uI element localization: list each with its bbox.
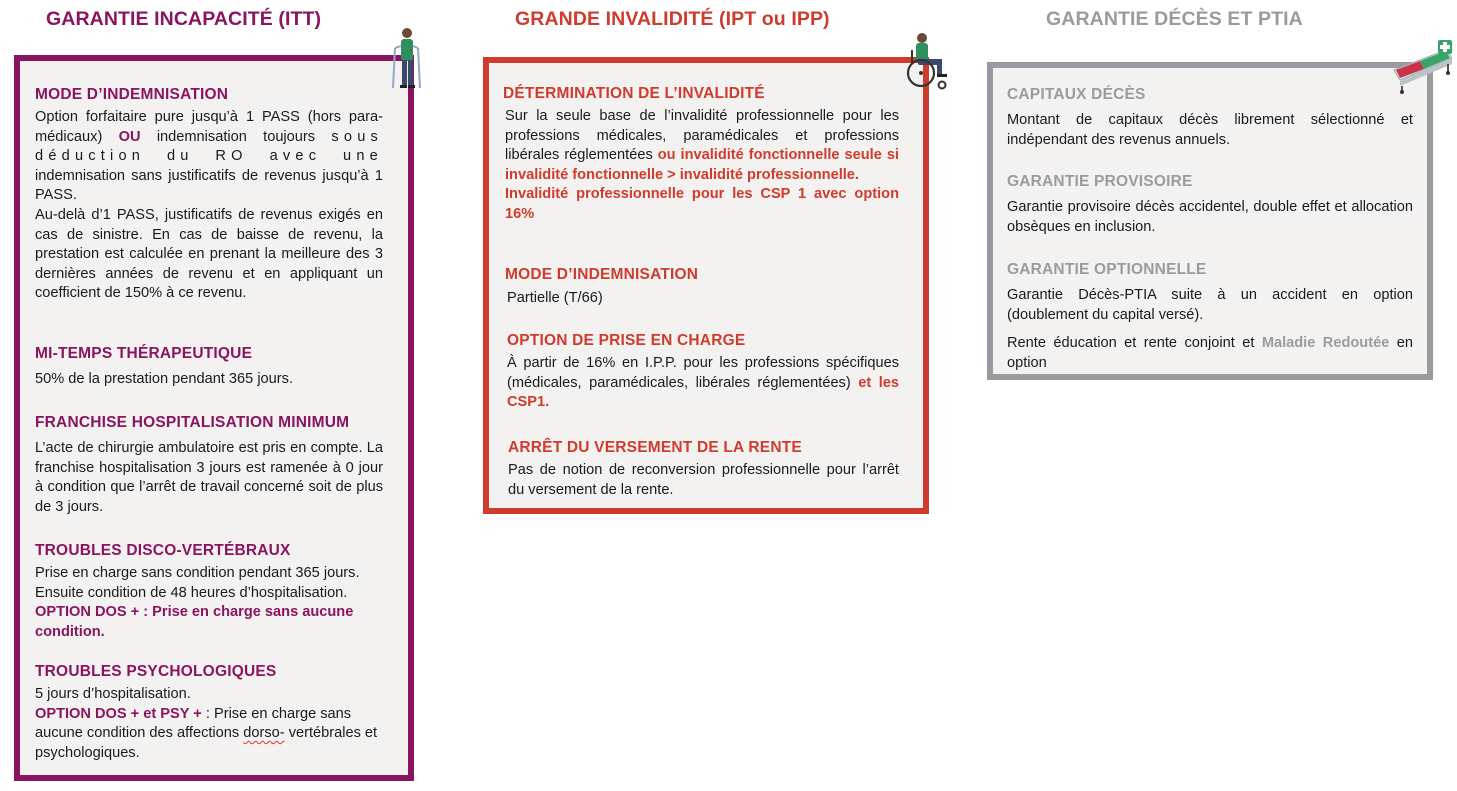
section-title: TROUBLES PSYCHOLOGIQUES — [35, 663, 277, 680]
section-text — [1007, 334, 1413, 373]
text-fragment: : Prise en charge sans aucune condition des affections — [35, 705, 352, 742]
itt-section-mode — [35, 85, 383, 304]
section-text — [503, 107, 899, 225]
option-highlight: OPTION DOS + et PSY + — [35, 705, 202, 722]
section-text — [507, 354, 899, 413]
itt-card — [14, 55, 414, 781]
text-fragment: À partir de 16% en I.P.P. pour les professions spécifiques (médicales, paramédicales, libérales réglementées) — [507, 355, 899, 391]
invalidite-card — [483, 57, 929, 514]
deces-title: GARANTIE DÉCÈS ET PTIA — [1046, 8, 1303, 30]
text-fragment: Option forfaitaire pure jusqu’à 1 PASS (hors para-médicaux) — [35, 109, 383, 145]
highlight-text: Invalidité professionnelle pour les CSP 1 avec option 16% — [505, 186, 899, 222]
section-text: Pas de notion de reconversion professionnelle pour l’arrêt du versement de la rente. — [508, 462, 899, 498]
section-title: MODE D’INDEMNISATION — [35, 86, 229, 103]
text-fragment: Prise en charge sans condition pendant 365 jours. Ensuite condition de 48 heures d’hospitalisation. — [35, 565, 360, 601]
section-text: Garantie provisoire décès accidentel, double effet et allocation obsèques en inclusion. — [1007, 199, 1413, 235]
highlight-text: Maladie Redoutée — [1261, 335, 1390, 352]
text-fragment: Rente éducation et rente conjoint et — [1007, 335, 1262, 352]
option-highlight: OPTION DOS + : Prise en charge sans aucune condition. — [35, 604, 354, 640]
text-fragment: 5 jours d’hospitalisation. — [35, 686, 191, 702]
section-text: L’acte de chirurgie ambulatoire est pris en compte. La franchise hospitalisation 3 jours est ramenée à 0 jour à condition que l’arrêt de travail concerné soit de plus de 3 jours. — [35, 440, 383, 515]
wheelchair-user-icon — [904, 32, 956, 90]
deces-section-optionnelle — [1007, 260, 1413, 373]
section-text: 50% de la prestation pendant 365 jours. — [35, 371, 294, 387]
spellcheck-underline: dorso- — [243, 725, 285, 742]
section-text: Montant de capitaux décès librement sélectionné et indépendant des revenus annuels. — [1007, 112, 1413, 148]
highlight-text: et les CSP1. — [507, 374, 899, 411]
deces-section-provisoire — [1007, 172, 1413, 237]
section-text: Garantie Décès-PTIA suite à un accident en option (doublement du capital versé). — [1007, 287, 1413, 323]
section-title: TROUBLES DISCO-VERTÉBRAUX — [35, 542, 291, 559]
section-title: GARANTIE PROVISOIRE — [1007, 173, 1193, 190]
section-title: FRANCHISE HOSPITALISATION MINIMUM — [35, 414, 350, 431]
section-title: DÉTERMINATION DE L’INVALIDITÉ — [503, 85, 765, 102]
deces-card — [987, 62, 1433, 380]
section-text — [35, 685, 383, 763]
deces-section-capitaux — [1007, 85, 1413, 150]
text-fragment: en option — [1007, 335, 1413, 371]
section-text — [35, 108, 383, 206]
text-fragment: Sur la seule base de l’invalidité professionnelle pour les professions médicales, paramédicales et professions libérales réglementées — [505, 108, 899, 164]
section-title: MI-TEMPS THÉRAPEUTIQUE — [35, 345, 253, 362]
section-title: CAPITAUX DÉCÈS — [1007, 86, 1146, 103]
itt-title: GARANTIE INCAPACITÉ (ITT) — [46, 8, 322, 30]
ou-highlight: OU — [118, 128, 141, 145]
text-fragment: indemnisation toujours — [156, 128, 316, 145]
invalidite-section-determination — [503, 84, 899, 225]
section-title: GARANTIE OPTIONNELLE — [1007, 261, 1207, 278]
itt-section-franchise — [35, 413, 383, 517]
invalidite-title: GRANDE INVALIDITÉ (IPT ou IPP) — [515, 8, 830, 30]
text-fragment: indemnisation sans justificatifs de revenus jusqu’à 1 PASS. — [35, 167, 383, 204]
highlight-text: ou invalidité fonctionnelle seule si invalidité fonctionnelle > invalidité professionnelle. — [505, 147, 899, 183]
person-with-crutches-icon — [388, 26, 424, 96]
section-title: ARRÊT DU VERSEMENT DE LA RENTE — [508, 439, 802, 456]
text-fragment: vertébrales et psychologiques. — [35, 725, 378, 761]
section-text: Partielle (T/66) — [507, 290, 603, 306]
invalidite-section-arret — [508, 438, 899, 500]
invalidite-section-option — [507, 331, 899, 413]
section-title: OPTION DE PRISE EN CHARGE — [507, 332, 746, 349]
text-fragment: sous déduction du RO avec une — [35, 128, 384, 165]
invalidite-section-mode — [505, 265, 899, 309]
itt-section-disco — [35, 541, 383, 642]
hospital-bed-icon — [1390, 36, 1456, 94]
itt-section-psy — [35, 662, 383, 763]
section-title: MODE D’INDEMNISATION — [505, 266, 699, 283]
section-text — [35, 564, 383, 642]
itt-section-mi-temps — [35, 344, 383, 390]
section-text: Au-delà d’1 PASS, justificatifs de revenus exigés en cas de sinistre. En cas de baisse de revenu, la prestation est calculée en prenant la meilleure des 3 dernières années de revenu et en appliquant un coefficient de 150% à ce revenu. — [35, 206, 383, 302]
